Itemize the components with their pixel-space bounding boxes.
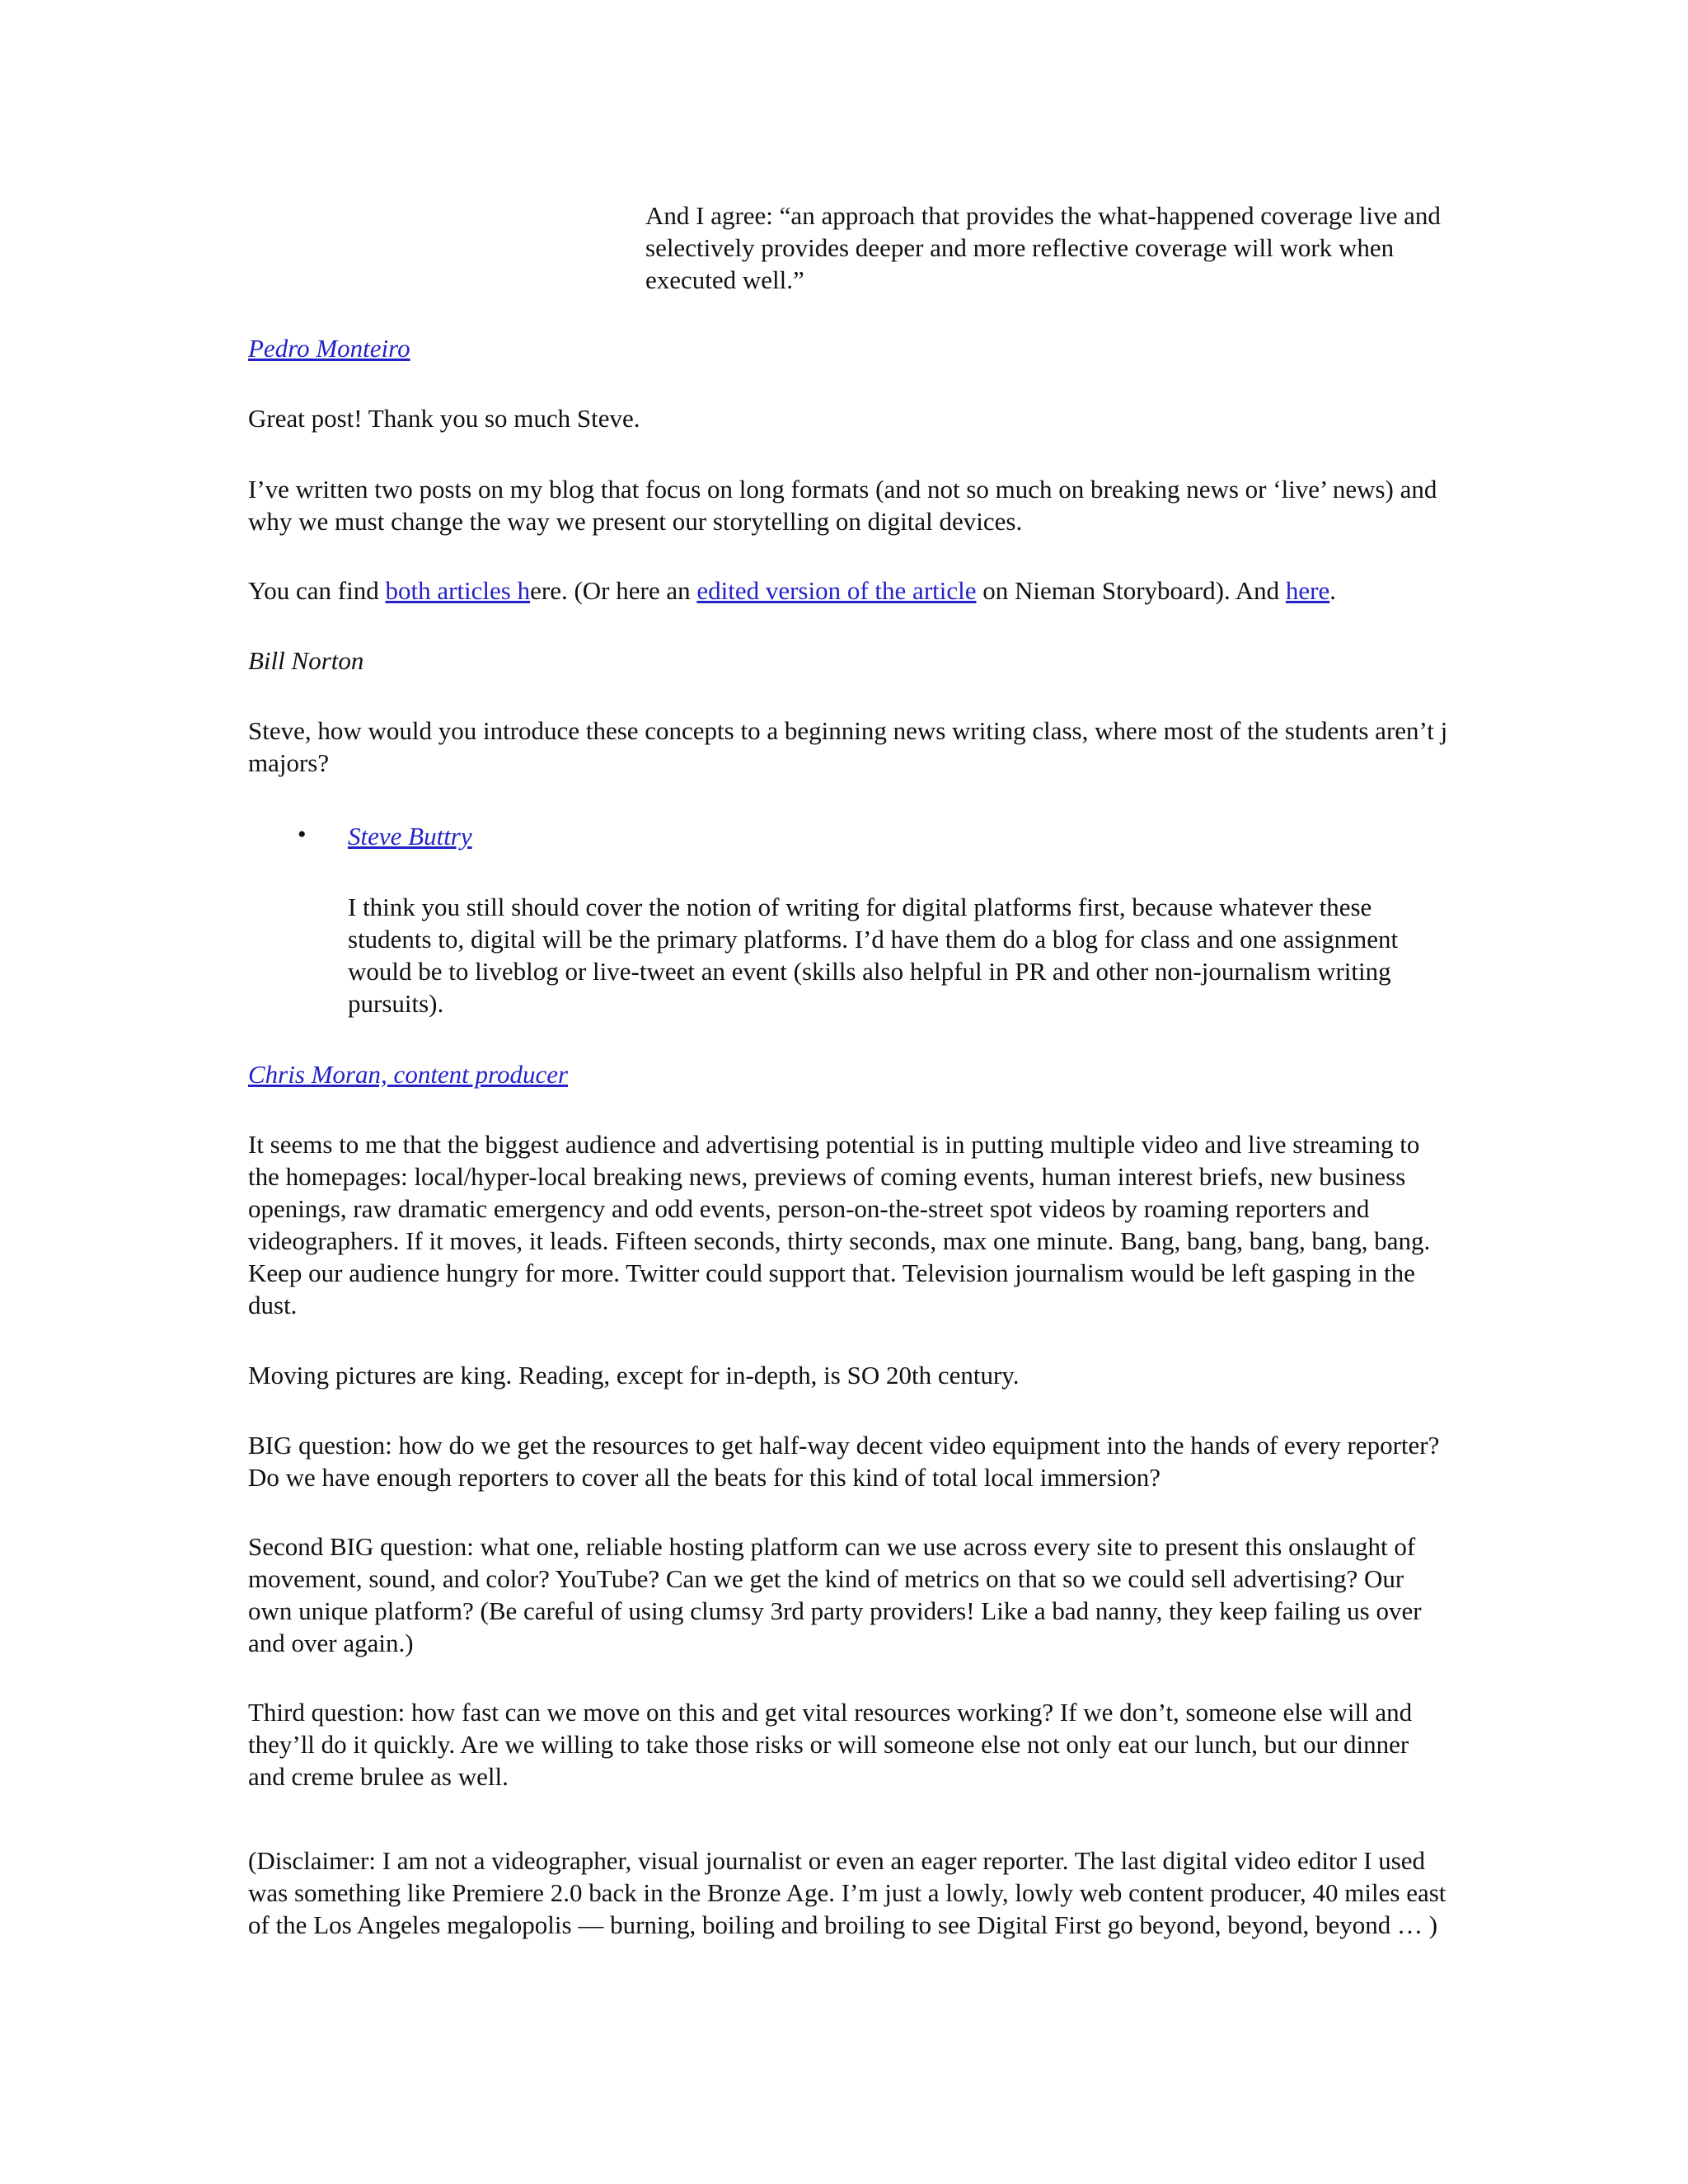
quoted-agreement: And I agree: “an approach that provides the what-happened coverage live and selectively provides deeper and more reflective coverage will work when executed well.”: [645, 201, 1441, 294]
here-link[interactable]: here: [1285, 576, 1330, 605]
comment-paragraph-links: [248, 574, 1451, 607]
commenter-link-chris-moran[interactable]: Chris Moran, content producer: [248, 1060, 569, 1089]
text-span: .: [1329, 576, 1336, 605]
comment-paragraph: BIG question: how do we get the resources to get half-way decent video equipment into the hands of every reporter? Do we have enough reporters to cover all the beats for this kind of total local immersion?: [248, 1431, 1440, 1492]
reply-paragraph: I think you still should cover the notion of writing for digital platforms first, because whatever these students to, digital will be the primary platforms. I’d have them do a blog for class and one assignment would be to liveblog or live-tweet an event (skills also helpful in PR and other non-journalism writing pursuits).: [348, 893, 1399, 1018]
commenter-name-bill-norton: Bill Norton: [248, 646, 364, 675]
comment-paragraph: Third question: how fast can we move on this and get vital resources working? If we don’t, someone else will and they’ll do it quickly. Are we willing to take those risks or will someone else not only eat our lunch, but our dinner and creme brulee as well.: [248, 1698, 1413, 1791]
text-span: on Nieman Storyboard). And: [976, 576, 1286, 605]
edited-version-link[interactable]: edited version of the article: [696, 576, 977, 605]
comment-paragraph: Second BIG question: what one, reliable hosting platform can we use across every site to present this onslaught of movement, sound, and color? YouTube? Can we get the kind of metrics on that so we could sell advertising? Our own unique platform? (Be careful of using clumsy 3rd party providers! Like a bad nanny, they keep failing us over and over again.): [248, 1532, 1422, 1657]
comment-paragraph: Steve, how would you introduce these concepts to a beginning news writing class, where most of the students aren’t j majors?: [248, 716, 1448, 777]
text-span: ere. (Or here an: [530, 576, 697, 605]
commenter-link-pedro-monteiro[interactable]: Pedro Monteiro: [248, 334, 410, 363]
comment-paragraph: It seems to me that the biggest audience and advertising potential is in putting multiple video and live streaming to the homepages: local/hyper-local breaking news, previews of coming events, human interest briefs, new business openings, raw dramatic emergency and odd events, person-on-the-street spot videos by roaming reporters and videographers. If it moves, it leads. Fifteen seconds, thirty seconds, max one minute. Bang, bang, bang, bang, bang. Keep our audience hungry for more. Twitter could support that. Television journalism would be left gasping in the dust.: [248, 1130, 1431, 1319]
commenter-link-steve-buttry[interactable]: Steve Buttry: [348, 822, 472, 851]
comment-paragraph: Moving pictures are king. Reading, except for in-depth, is SO 20th century.: [248, 1361, 1020, 1390]
comment-paragraph: (Disclaimer: I am not a videographer, visual journalist or even an eager reporter. The last digital video editor I used was something like Premiere 2.0 back in the Bronze Age. I’m just a lowly, lowly web content producer, 40 miles east of the Los Angeles megalopolis — burning, boiling and broiling to see Digital First go beyond, beyond, beyond … ): [248, 1846, 1447, 1939]
comment-paragraph: Great post! Thank you so much Steve.: [248, 404, 640, 433]
text-span: You can find: [248, 576, 386, 605]
both-articles-link[interactable]: both articles h: [385, 576, 531, 605]
comment-paragraph: I’ve written two posts on my blog that focus on long formats (and not so much on breaking news or ‘live’ news) and why we must change the way we present our storytelling on digital devices.: [248, 475, 1437, 536]
bullet-icon: •: [298, 821, 307, 848]
